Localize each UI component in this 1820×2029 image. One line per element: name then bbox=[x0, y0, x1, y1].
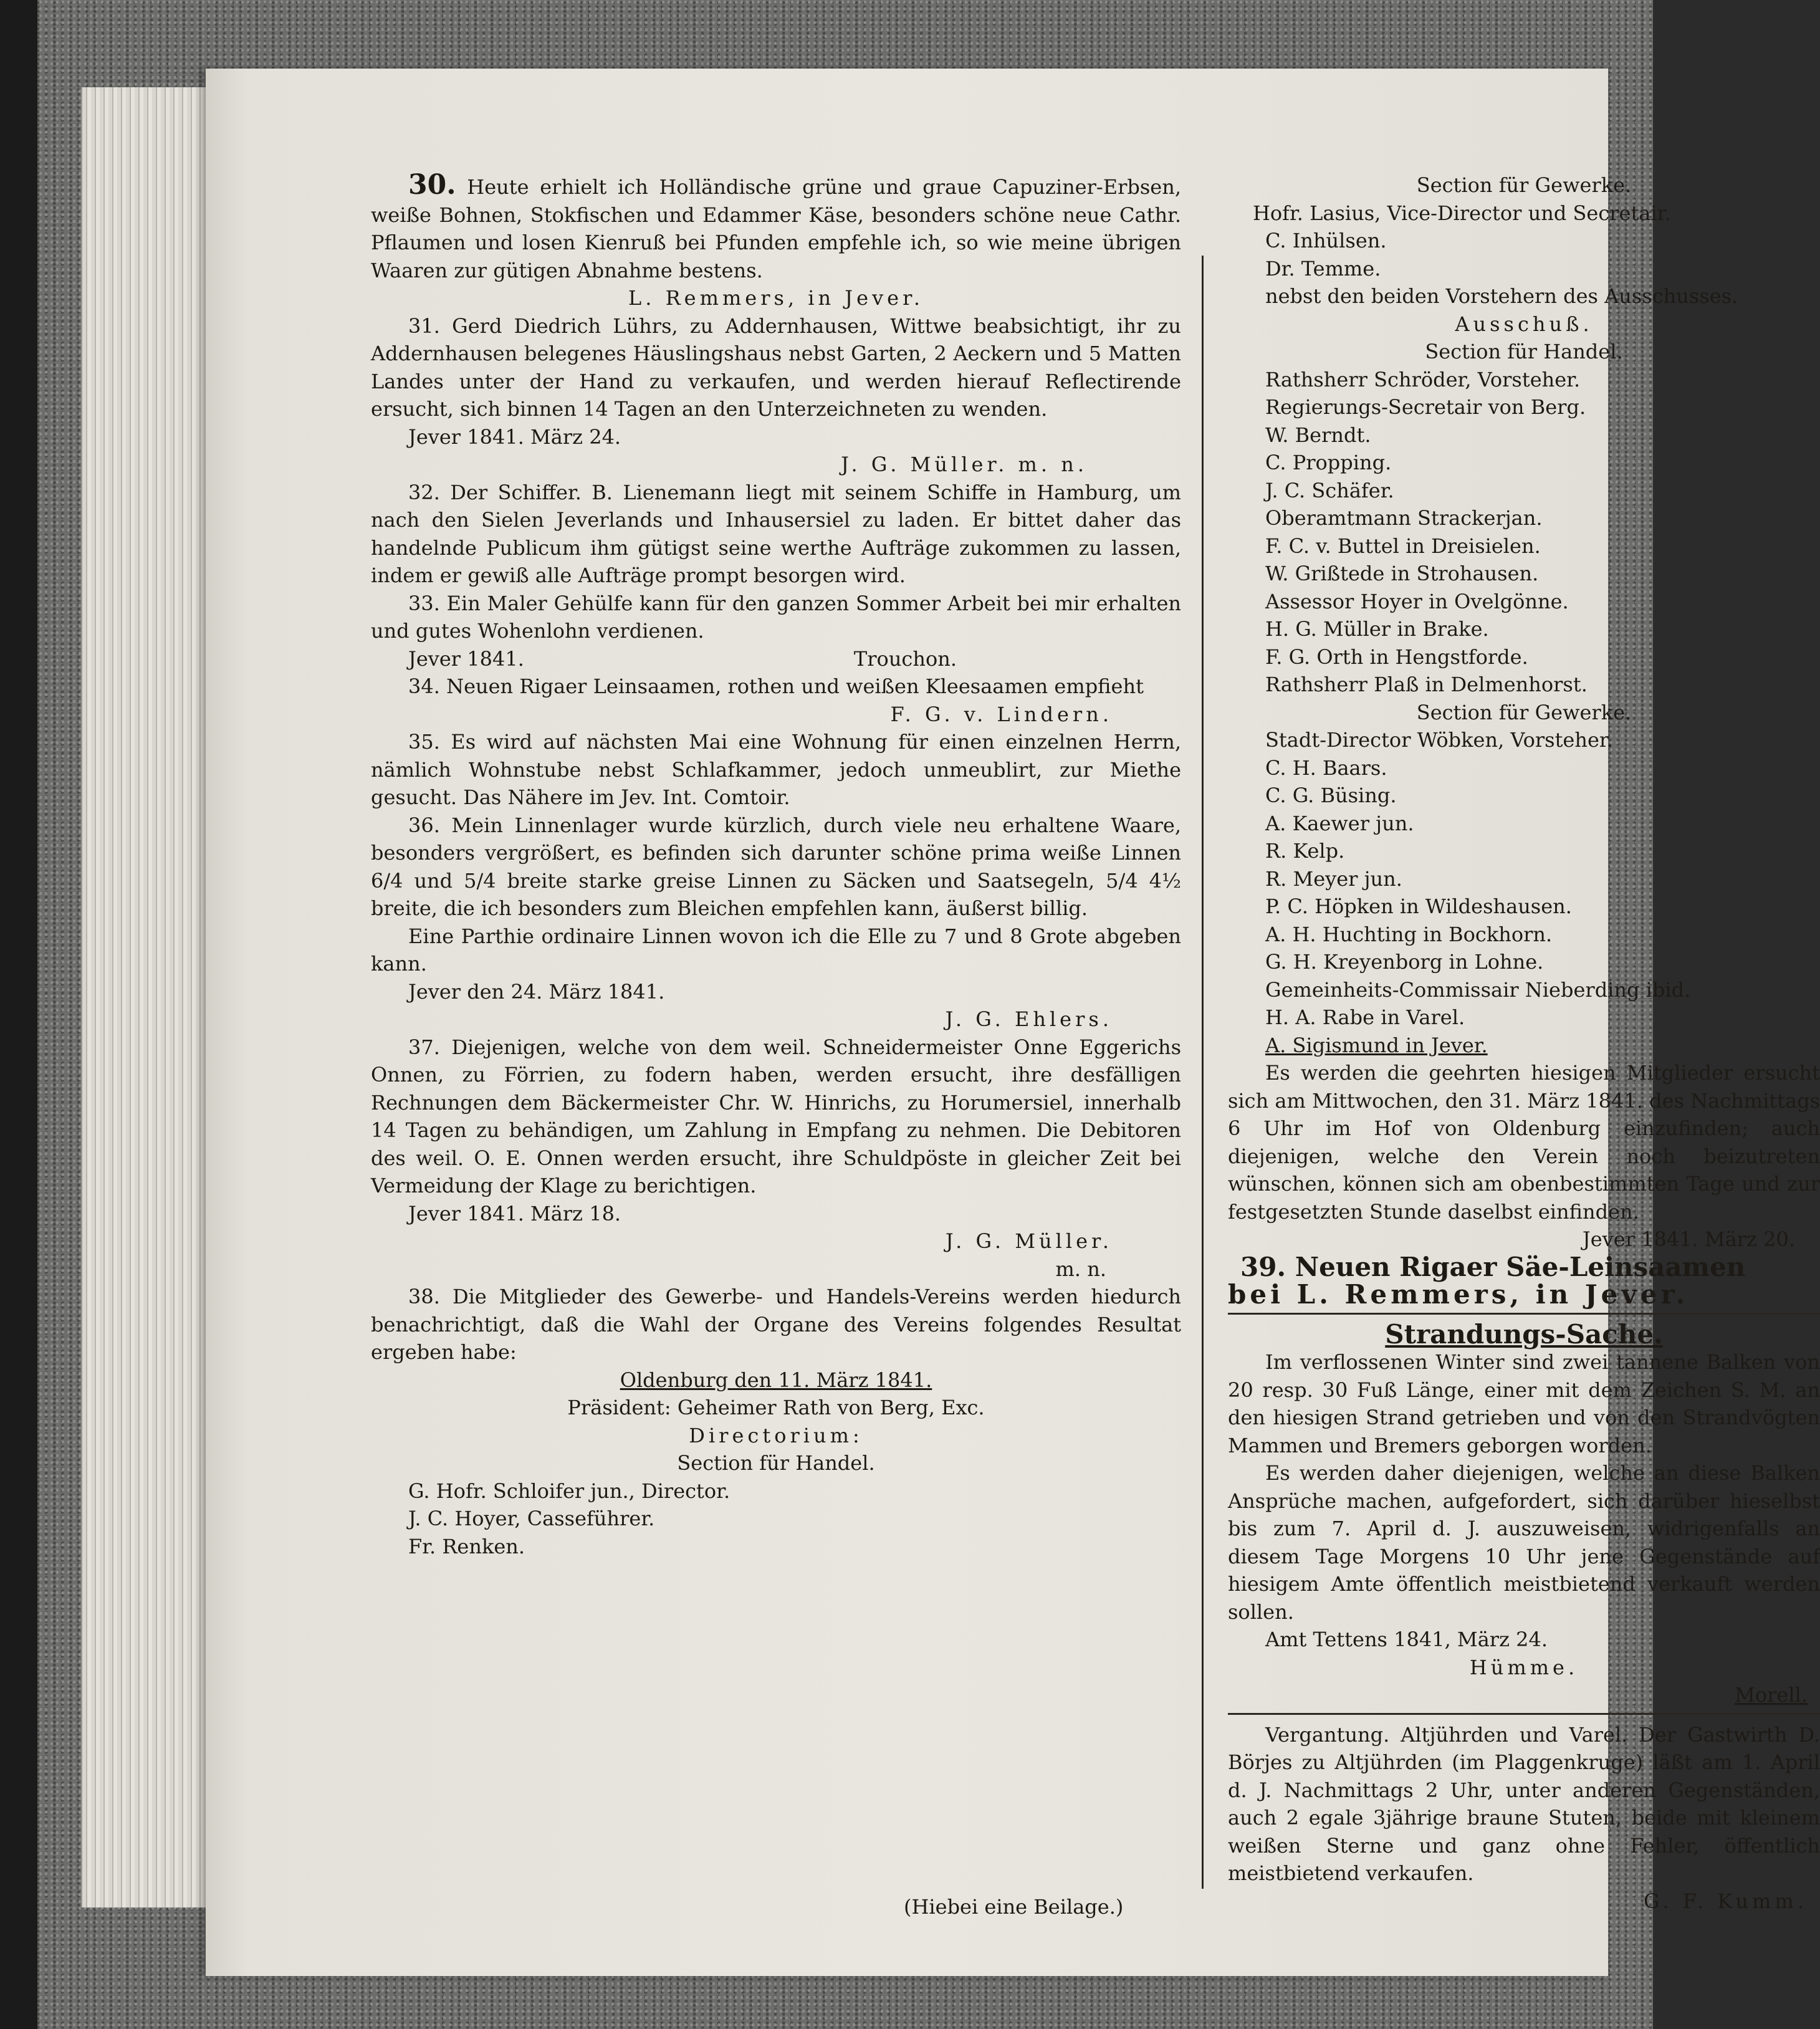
signature: Trouchon. bbox=[853, 646, 957, 671]
ad-31: 31. Gerd Diedrich Lührs, zu Addernhausen, Wittwe beabsichtigt, ihr zu Addernhausen belegenes Häuslingshaus nebst Garten, 2 Aeckern und 5 Matten Landes unter der Hand zu verkaufen, und werden hierauf Reflectirende ersucht, sich binnen 14 Tagen an den Unterzeichneten zu wenden. bbox=[371, 314, 1181, 421]
ad-39-line2: bei L. Remmers, in Jever. bbox=[1228, 1279, 1689, 1310]
ad-33: 33. Ein Maler Gehülfe kann für den ganzen Sommer Arbeit bei mir erhalten und gutes Wohenlohn verdienen. bbox=[371, 591, 1181, 643]
member: R. Kelp. bbox=[1265, 839, 1345, 863]
member: J. C. Hoyer, Casseführer. bbox=[408, 1507, 655, 1530]
ad-30 bbox=[371, 171, 1181, 284]
date-line: Jever den 24. März 1841. bbox=[408, 979, 665, 1004]
president: Präsident: Geheimer Rath von Berg, Exc. bbox=[567, 1396, 985, 1419]
member: H. G. Müller in Brake. bbox=[1265, 617, 1489, 641]
member: Hofr. Lasius, Vice-Director und Secretair. bbox=[1253, 201, 1671, 225]
ad-text: Heute erhielt ich Holländische grüne und graue Capuziner-Erbsen, weiße Bohnen, Stokfischen und Edammer Käse, besonders schöne neue Cathr. Pflaumen und losen Kienruß bei Pfunden empfehle ich, so wie meine übrigen Waaren zur gütigen Abnahme bestens. bbox=[371, 175, 1182, 282]
ad-38: 38. Die Mitglieder des Gewerbe- und Handels-Vereins werden hiedurch benachrichtigt, daß die Wahl der Organe des Vereins folgendes Resultat ergeben habe: bbox=[371, 1285, 1181, 1364]
signature: J. G. Müller. bbox=[945, 1229, 1113, 1253]
member: Dr. Temme. bbox=[1265, 256, 1381, 281]
rule bbox=[1228, 1713, 1820, 1715]
ad-39-line1: 39. Neuen Rigaer Säe-Leinsaamen bbox=[1240, 1251, 1746, 1282]
place-date: Oldenburg den 11. März 1841. bbox=[620, 1368, 932, 1392]
strandung-heading: Strandungs-Sache. bbox=[1385, 1318, 1663, 1350]
member: Rathsherr Plaß in Delmenhorst. bbox=[1265, 673, 1588, 696]
newspaper-page bbox=[206, 69, 1820, 1976]
section-head: Section für Gewerke. bbox=[1416, 173, 1632, 197]
member: A. H. Huchting in Bockhorn. bbox=[1265, 922, 1553, 946]
date-line: Jever 1841. bbox=[408, 646, 524, 671]
column-divider bbox=[1202, 256, 1204, 1889]
member: G. Hofr. Schloifer jun., Director. bbox=[408, 1479, 730, 1503]
member: Oberamtmann Strackerjan. bbox=[1265, 506, 1543, 530]
member: Assessor Hoyer in Ovelgönne. bbox=[1265, 589, 1569, 613]
date-line: Jever 1841. März 18. bbox=[408, 1201, 621, 1226]
strandung-para-1: Im verflossenen Winter sind zwei tannene Balken von 20 resp. 30 Fuß Länge, einer mit dem Zeichen S. M. an den hiesigen Strand getrieben und von den Strandvögten Mammen und Bremers geborgen worden. bbox=[1228, 1350, 1820, 1457]
member: Gemeinheits-Commissair Nieberding ibid. bbox=[1265, 977, 1691, 1002]
member: H. A. Rabe in Varel. bbox=[1265, 1005, 1465, 1029]
member: W. Berndt. bbox=[1265, 423, 1371, 447]
signature: L. Remmers, in Jever. bbox=[628, 286, 924, 310]
member: A. Kaewer jun. bbox=[1265, 811, 1414, 835]
member: J. C. Schäfer. bbox=[1265, 478, 1394, 502]
date-sig-row bbox=[371, 645, 1181, 673]
member: G. H. Kreyenborg in Lohne. bbox=[1265, 950, 1544, 974]
member: R. Meyer jun. bbox=[1265, 866, 1402, 891]
ad-37: 37. Diejenigen, welche von dem weil. Schneidermeister Onne Eggerichs Onnen, zu Förrien, zu fodern haben, werden ersucht, ihre desfälligen Rechnungen dem Bäckermeister Chr. W. Hinrichs, zu Horumersiel, innerhalb 14 Tagen zu behändigen, um Zahlung in Empfang zu nehmen. Die Debitoren des weil. O. E. Onnen werden ersucht, ihre Schuldpöste in gleicher Zeit bei Vermeidung der Klage zu berichtigen. bbox=[371, 1035, 1181, 1197]
ad-36: 36. Mein Linnenlager wurde kürzlich, durch viele neu erhaltene Waare, besonders vergrößert, es befinden sich darunter schöne prima weiße Linnen 6/4 und 5/4 breite starke greise Linnen zu Säcken und Saatsegeln, 5/4 4½ breite, die ich besonders zum Bleichen empfehlen kann, äußerst billig. bbox=[371, 813, 1181, 920]
vergantung-notice: Vergantung. Altjührden und Varel. Der Gastwirth D. Börjes zu Altjührden (im Plaggenkruge) läßt am 1. April d. J. Nachmittags 2 Uhr, unter anderen Gegenständen, auch 2 egale 3jährige braune Stuten, beide mit kleinem weißen Sterne und ganz ohne Fehler, öffentlich meistbietend verkaufen. bbox=[1228, 1722, 1820, 1885]
member: A. Sigismund in Jever. bbox=[1265, 1033, 1488, 1057]
directorium-head: Directorium: bbox=[689, 1423, 863, 1447]
ausschuss-head: Ausschuß. bbox=[1455, 312, 1593, 336]
member: P. C. Höpken in Wildeshausen. bbox=[1265, 895, 1572, 918]
member: F. G. Orth in Hengstforde. bbox=[1265, 645, 1528, 669]
signature-suffix: m. n. bbox=[1055, 1257, 1106, 1281]
signature: G. F. Kumm. bbox=[1644, 1889, 1808, 1913]
member: Regierungs-Secretair von Berg. bbox=[1265, 395, 1586, 419]
date-line: Jever 1841. März 24. bbox=[408, 425, 621, 449]
strandung-para-2: Es werden daher diejenigen, welche an diese Balken Ansprüche machen, aufgefordert, sich darüber hieselbst bis zum 7. April d. J. auszuweisen, widrigenfalls an diesem Tage Morgens 10 Uhr jene Gegenstände auf hiesigem Amte öffentlich meistbietend verkauft werden sollen. bbox=[1228, 1461, 1820, 1624]
member: C. H. Baars. bbox=[1265, 755, 1387, 780]
member: Rathsherr Schröder, Vorsteher. bbox=[1265, 367, 1581, 391]
ad-34: 34. Neuen Rigaer Leinsaamen, rothen und weißen Kleesaamen empfieht bbox=[408, 674, 1144, 698]
section-head: Section für Handel. bbox=[677, 1451, 875, 1475]
ad-35: 35. Es wird auf nächsten Mai eine Wohnung für einen einzelnen Herrn, nämlich Wohnstube nebst Schlafkammer, jedoch unmeublirt, zur Miethe gesucht. Das Nähere im Jev. Int. Comtoir. bbox=[371, 730, 1181, 809]
page-edges bbox=[81, 87, 213, 1907]
member: Fr. Renken. bbox=[408, 1534, 525, 1558]
left-column bbox=[371, 171, 1181, 1560]
right-column bbox=[1228, 171, 1820, 1915]
member: Stadt-Director Wöbken, Vorsteher. bbox=[1265, 728, 1613, 752]
ad-number: 30. bbox=[408, 169, 456, 201]
signature: J. G. Müller. m. n. bbox=[841, 453, 1088, 476]
signature: Morell. bbox=[1735, 1683, 1808, 1707]
member: F. C. v. Buttel in Dreisielen. bbox=[1265, 534, 1541, 558]
member: C. G. Büsing. bbox=[1265, 784, 1397, 807]
section-head: Section für Handel. bbox=[1425, 340, 1623, 363]
rule bbox=[1228, 1313, 1820, 1315]
date-line: Amt Tettens 1841, März 24. bbox=[1265, 1628, 1548, 1651]
ad-36-cont: Eine Parthie ordinaire Linnen wovon ich die Elle zu 7 und 8 Grote abgeben kann. bbox=[371, 924, 1181, 976]
member: nebst den beiden Vorstehern des Ausschusses. bbox=[1265, 284, 1738, 308]
signature: J. G. Ehlers. bbox=[945, 1007, 1113, 1031]
member: C. Inhülsen. bbox=[1265, 229, 1387, 252]
scan-edge bbox=[0, 0, 37, 2029]
signature: Hümme. bbox=[1469, 1655, 1579, 1679]
signature: F. G. v. Lindern. bbox=[890, 702, 1113, 726]
member: W. Grißtede in Strohausen. bbox=[1265, 562, 1539, 585]
ad-32: 32. Der Schiffer. B. Lienemann liegt mit seinem Schiffe in Hamburg, um nach den Sielen Jeverlands und Inhausersiel zu laden. Er bittet daher das handelnde Publicum ihm gütigst seine werthe Aufträge zukommen zu lassen, indem er gewiß alle Aufträge prompt besorgen wird. bbox=[371, 480, 1181, 587]
section-head: Section für Gewerke. bbox=[1416, 700, 1632, 724]
date-line: Jever 1841. März 20. bbox=[1582, 1227, 1795, 1251]
member: C. Propping. bbox=[1265, 451, 1392, 474]
supplement-note: (Hiebei eine Beilage.) bbox=[904, 1895, 1124, 1919]
meeting-notice: Es werden die geehrten hiesigen Mitglieder ersucht sich am Mittwochen, den 31. März 1841. des Nachmittags 6 Uhr im Hof von Oldenburg einzufinden; auch diejenigen, welche den Verein noch beizutreten wünschen, können sich am obenbestimmten Tage und zur festgesetzten Stunde daselbst einfinden. bbox=[1228, 1061, 1820, 1224]
